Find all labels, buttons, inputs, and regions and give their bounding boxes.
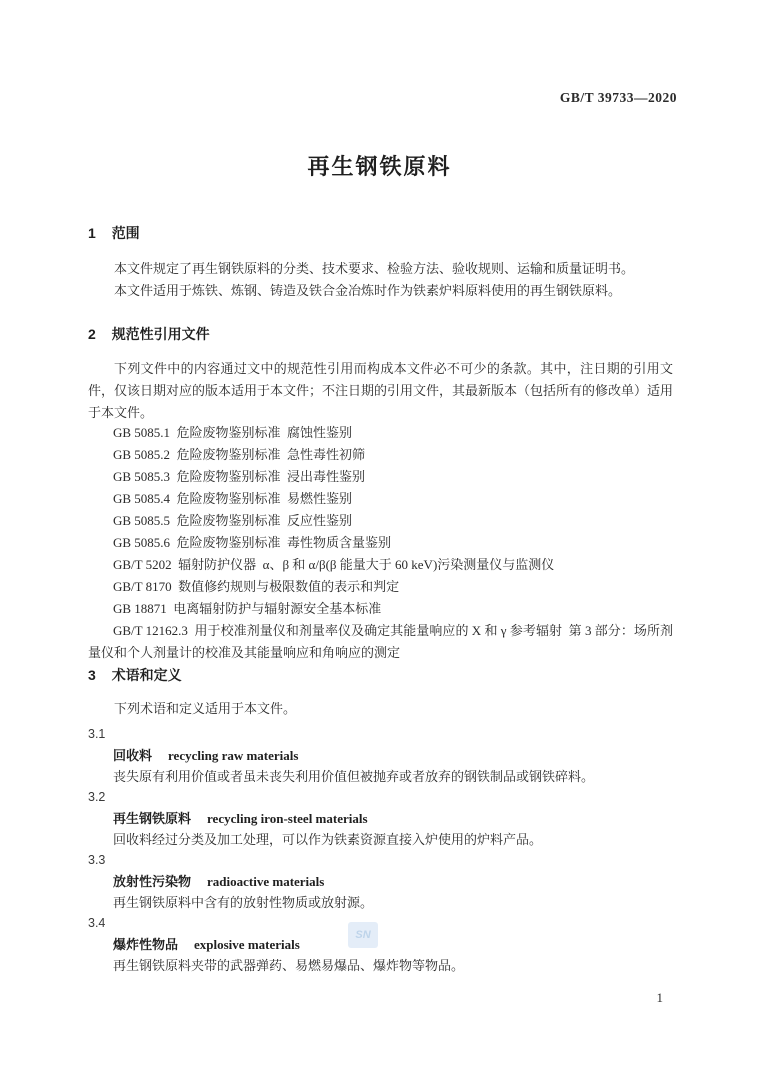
section-heading-references xyxy=(88,326,210,342)
section-title: 规范性引用文件 xyxy=(111,326,210,342)
term-name-en: recycling raw materials xyxy=(168,748,299,763)
reference-item: GB/T 5202 辐射防护仪器 α、β 和 α/β(β 能量大于 60 keV)污染测量仪与监测仪 xyxy=(113,557,555,572)
reference-item: GB/T 12162.3 用于校准剂量仪和剂量率仪及确定其能量响应的 X 和 γ 参考辐射 第 3 部分：场所剂量仪和个人剂量计的校准及其能量响应和角响应的测定 xyxy=(88,623,673,660)
term-name-zh: 放射性污染物 xyxy=(113,874,192,889)
reference-item: GB 18871 电离辐射防护与辐射源安全基本标准 xyxy=(113,601,382,616)
section-number: 2 xyxy=(88,326,96,342)
scanner-watermark-logo: SN xyxy=(348,922,378,948)
term-name xyxy=(88,934,673,955)
term-definition: 丧失原有利用价值或者虽未丧失利用价值但被抛弃或者放弃的钢铁制品或钢铁碎料。 xyxy=(113,769,595,784)
section-heading-terms xyxy=(88,667,182,683)
section-title: 术语和定义 xyxy=(111,667,182,683)
scope-paragraph-1: 本文件规定了再生钢铁原料的分类、技术要求、检验方法、验收规则、运输和质量证明书。 xyxy=(114,261,635,276)
reference-item: GB 5085.3 危险废物鉴别标准 浸出毒性鉴别 xyxy=(113,469,366,484)
term-definition: 再生钢铁原料中含有的放射性物质或放射源。 xyxy=(113,895,374,910)
references-intro: 下列文件中的内容通过文中的规范性引用而构成本文件必不可少的条款。其中，注日期的引用文件，仅该日期对应的版本适用于本文件；不注日期的引用文件，其最新版本（包括所有的修改单）适用于本文件。 xyxy=(88,361,674,420)
term-entry xyxy=(88,913,673,976)
section-heading-scope xyxy=(88,225,140,241)
term-definition: 回收料经过分类及加工处理，可以作为铁素资源直接入炉使用的炉料产品。 xyxy=(113,832,543,847)
references-list xyxy=(88,422,673,664)
reference-item: GB/T 8170 数值修约规则与极限数值的表示和判定 xyxy=(113,579,400,594)
term-number: 3.2 xyxy=(88,790,106,804)
term-name-en: radioactive materials xyxy=(207,874,325,889)
term-entry xyxy=(88,787,673,850)
reference-item: GB 5085.5 危险废物鉴别标准 反应性鉴别 xyxy=(113,513,353,528)
term-name-zh: 再生钢铁原料 xyxy=(113,811,192,826)
section-title: 范围 xyxy=(111,225,140,241)
standard-number: GB/T 39733—2020 xyxy=(559,90,677,105)
term-definition: 再生钢铁原料夹带的武器弹药、易燃易爆品、爆炸物等物品。 xyxy=(113,958,465,973)
reference-item: GB 5085.6 危险废物鉴别标准 毒性物质含量鉴别 xyxy=(113,535,392,550)
term-name-zh: 回收料 xyxy=(113,748,153,763)
document-title: 再生钢铁原料 xyxy=(307,154,452,179)
terms-list xyxy=(88,724,673,976)
term-name xyxy=(88,808,673,829)
term-entry xyxy=(88,724,673,787)
term-number: 3.3 xyxy=(88,853,106,867)
term-name xyxy=(88,871,673,892)
reference-item: GB 5085.1 危险废物鉴别标准 腐蚀性鉴别 xyxy=(113,425,353,440)
term-number: 3.4 xyxy=(88,916,106,930)
page-number: 1 xyxy=(656,990,663,1005)
term-name-zh: 爆炸性物品 xyxy=(113,937,179,952)
term-number: 3.1 xyxy=(88,727,106,741)
section-number: 1 xyxy=(88,225,96,241)
term-name xyxy=(88,745,673,766)
reference-item: GB 5085.4 危险废物鉴别标准 易燃性鉴别 xyxy=(113,491,353,506)
terms-intro: 下列术语和定义适用于本文件。 xyxy=(114,701,297,716)
section-number: 3 xyxy=(88,667,96,683)
reference-item: GB 5085.2 危险废物鉴别标准 急性毒性初筛 xyxy=(113,447,366,462)
term-name-en: explosive materials xyxy=(194,937,300,952)
scope-paragraph-2: 本文件适用于炼铁、炼钢、铸造及铁合金冶炼时作为铁素炉料原料使用的再生钢铁原料。 xyxy=(114,283,622,298)
term-entry xyxy=(88,850,673,913)
term-name-en: recycling iron-steel materials xyxy=(207,811,368,826)
